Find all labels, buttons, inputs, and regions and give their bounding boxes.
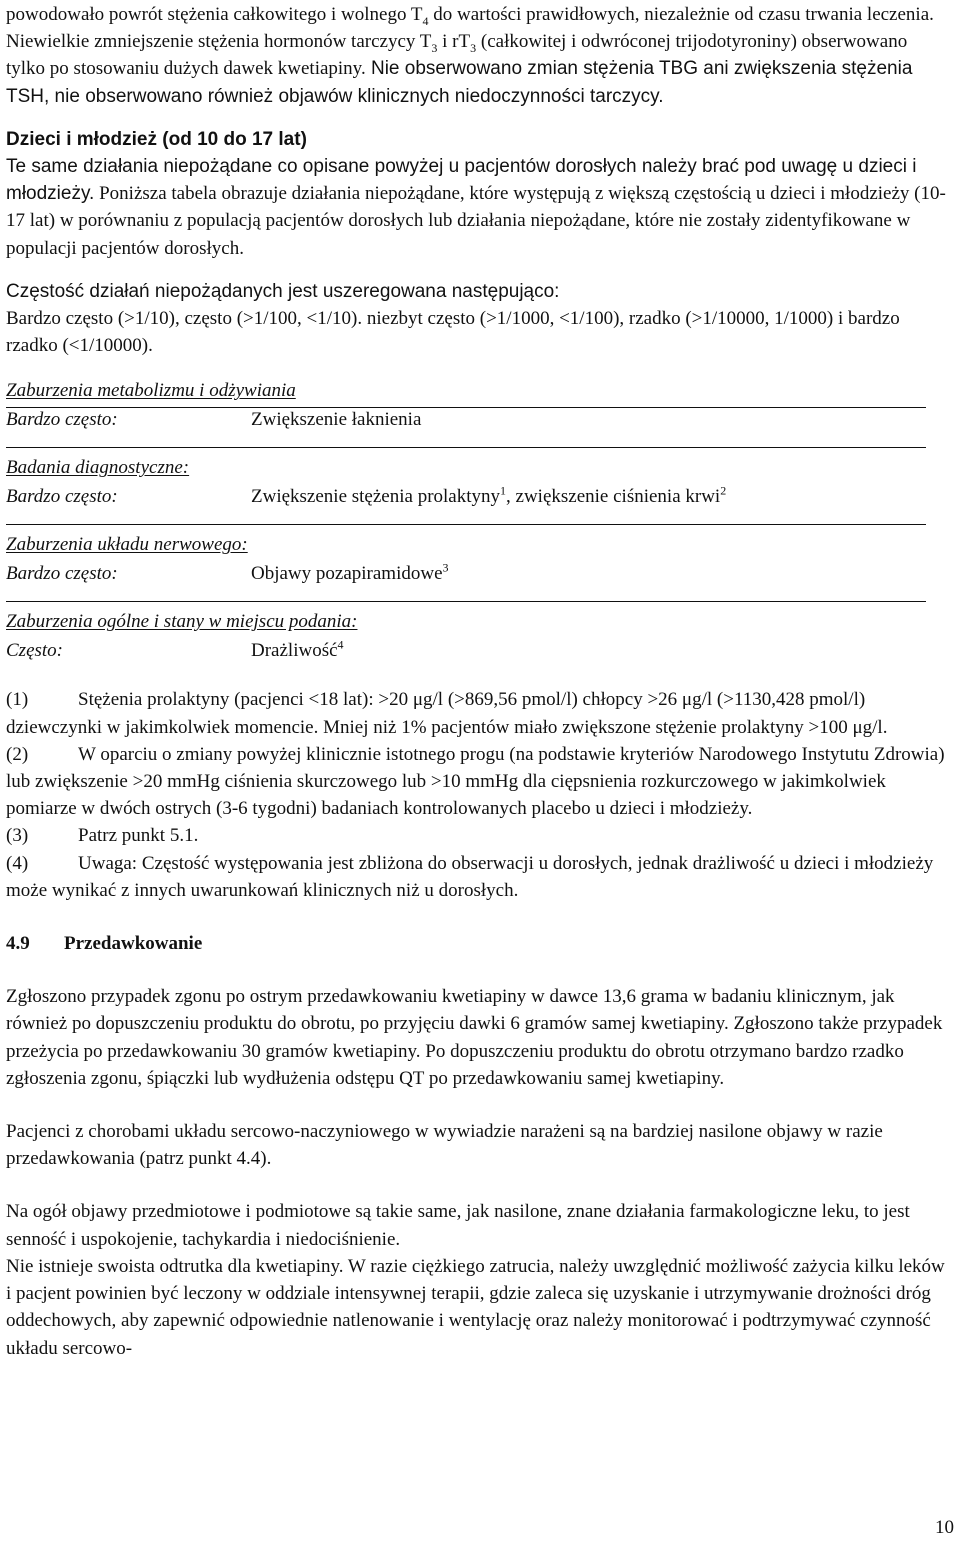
overdose-paragraph-2: Pacjenci z chorobami układu sercowo-naczyniowego w wywiadzie narażeni są na bardziej nasilone objawy w razie przedawkowania (patrz punkt 4.4). xyxy=(6,1121,883,1170)
ae-row-nervous xyxy=(6,534,946,587)
ae-description: Zwiększenie stężenia prolaktyny$^1$, zwiększenie ciśnienia krwi$^2$ xyxy=(251,484,727,508)
ae-description: Objawy pozapiramidowe$^3$ xyxy=(251,561,449,585)
intro-text-e: Nie obserwowano zmian stężenia TBG ani zwiększenia stężenia TSH, nie obserwowano również objawów klinicznych niedoczynności tarczycy. xyxy=(6,58,913,107)
adverse-events-table xyxy=(6,380,946,664)
footnote-1: (1) Stężenia prolaktyny (pacjenci <18 lat): >20 μg/l (>869,56 pmol/l) chłopcy >26 μg/l (>1130,428 pmol/l) dziewczynki w jakimkolwiek momencie. Mniej niż 1% pacjentów miało zwiększone stężenie prolaktyny >100 μg/l. xyxy=(6,689,888,738)
subscript: 3 xyxy=(470,41,477,55)
ae-row-metabolism xyxy=(6,380,946,433)
page-number: 10 xyxy=(935,1517,954,1538)
table-rule xyxy=(6,407,926,408)
intro-text-a: powodowało powrót stężenia całkowitego i wolnego T xyxy=(6,4,423,25)
table-rule xyxy=(6,524,926,525)
footnote-3: (3) Patrz punkt 5.1. xyxy=(6,825,199,847)
ae-frequency: Bardzo często: xyxy=(6,486,118,508)
table-rule xyxy=(6,447,926,448)
ae-row-general xyxy=(6,611,946,664)
footnotes xyxy=(6,686,946,904)
overdose-paragraph-3: Na ogół objawy przedmiotowe i podmiotowe są takie same, jak nasilone, znane działania farmakologiczne leku, to jest senność i uspokojenie, tachykardia i niedociśnienie. xyxy=(6,1201,910,1250)
footnote-4: (4) Uwaga: Częstość występowania jest zbliżona do obserwacji u dorosłych, jednak drażliwość u dzieci i młodzieży może wynikać z innych uwarunkowań klinicznych niż u dorosłych. xyxy=(6,852,934,901)
children-paragraph xyxy=(6,153,946,262)
ae-category: Zaburzenia układu nerwowego: xyxy=(6,534,248,556)
subscript: 4 xyxy=(422,13,429,28)
subscript: 3 xyxy=(431,41,438,55)
intro-text-d: (całkowitej i odwróconej trijodotyroniny) obserwowano tylko po stosowaniu dużych dawek kwetiapiny. xyxy=(6,31,908,80)
ae-frequency: Bardzo często: xyxy=(6,563,118,585)
frequency-intro: Częstość działań niepożądanych jest uszeregowana następująco: xyxy=(6,280,560,302)
section-heading xyxy=(6,930,946,957)
overdose-paragraph-4: Nie istnieje swoista odtrutka dla kwetiapiny. W razie ciężkiego zatrucia, należy uwzględnić możliwość zażycia kilku leków i pacjent powinien być leczony w oddziale intensywnej terapii, gdzie zaleca się uzyskanie i utrzymywanie drożności dróg oddechowych, aby zapewnić odpowiednie natlenowanie i wentylację oraz należy monitorować i podtrzymywać czynność układu sercowo- xyxy=(6,1255,945,1359)
overdose-paragraph-1: Zgłoszono przypadek zgonu po ostrym przedawkowaniu kwetiapiny w dawce 13,6 grama w badaniu klinicznym, jak również po dopuszczeniu produktu do obrotu, po przyjęciu dawki 6 gramów samej kwetiapiny. Zgłoszono także przypadek przeżycia po przedawkowaniu 30 gramów kwetiapiny. Po dopuszczeniu produktu do obrotu otrzymano bardzo rzadko zgłoszenia zgonu, śpiączki lub wydłużenia odstępu QT po przedawkowaniu samej kwetiapiny. xyxy=(6,986,943,1089)
ae-category: Badania diagnostyczne: xyxy=(6,457,190,479)
ae-frequency: Często: xyxy=(6,640,63,662)
ae-description: Drażliwość$^4$ xyxy=(251,638,344,662)
children-heading: Dzieci i młodzież (od 10 do 17 lat) xyxy=(6,128,307,150)
table-rule xyxy=(6,601,926,602)
children-text-b: Poniższa tabela obrazuje działania niepożądane, które występują z większą częstością u dzieci i młodzieży (10-17 lat) w porównaniu z populacją pacjentów dorosłych lub działania niepożądane, które nie zostały zidentyfikowane w populacji pacjentów dorosłych. xyxy=(6,183,946,259)
ae-frequency: Bardzo często: xyxy=(6,409,118,431)
intro-text-b: do wartości prawidłowych, niezależnie od czasu trwania leczenia. Niewielkie zmniejszenie stężenia hormonów tarczycy T xyxy=(6,4,934,53)
footnote-2: (2) W oparciu o zmiany powyżej klinicznie istotnego progu (na podstawie kryteriów Narodowego Instytutu Zdrowia) lub zwiększenie >20 mmHg ciśnienia skurczowego lub >10 mmHg dla ciępsnienia rozkurczowego w jakimkolwiek pomiarze w dwóch ostrych (3-6 tygodni) badaniach kontrolowanych placebo u dzieci i młodzieży. xyxy=(6,743,945,820)
ae-row-diagnostics xyxy=(6,457,946,510)
document-page xyxy=(6,0,946,1362)
intro-paragraph xyxy=(6,0,946,110)
section-title: Przedawkowanie xyxy=(64,933,203,955)
children-text-a: Te same działania niepożądane co opisane powyżej u pacjentów dorosłych należy brać pod uwagę u dzieci i młodzieży. xyxy=(6,156,917,205)
ae-description: Zwiększenie łaknienia xyxy=(251,409,422,431)
section-number: 4.9 xyxy=(6,933,30,955)
frequency-definition: Bardzo często (>1/10), często (>1/100, <1/10). niezbyt często (>1/1000, <1/100), rzadko (>1/10000, 1/1000) i bardzo rzadko (<1/10000). xyxy=(6,308,900,357)
intro-text-c: i rT xyxy=(437,31,471,53)
ae-category: Zaburzenia ogólne i stany w miejscu podania: xyxy=(6,611,358,633)
ae-category: Zaburzenia metabolizmu i odżywiania xyxy=(6,380,296,402)
